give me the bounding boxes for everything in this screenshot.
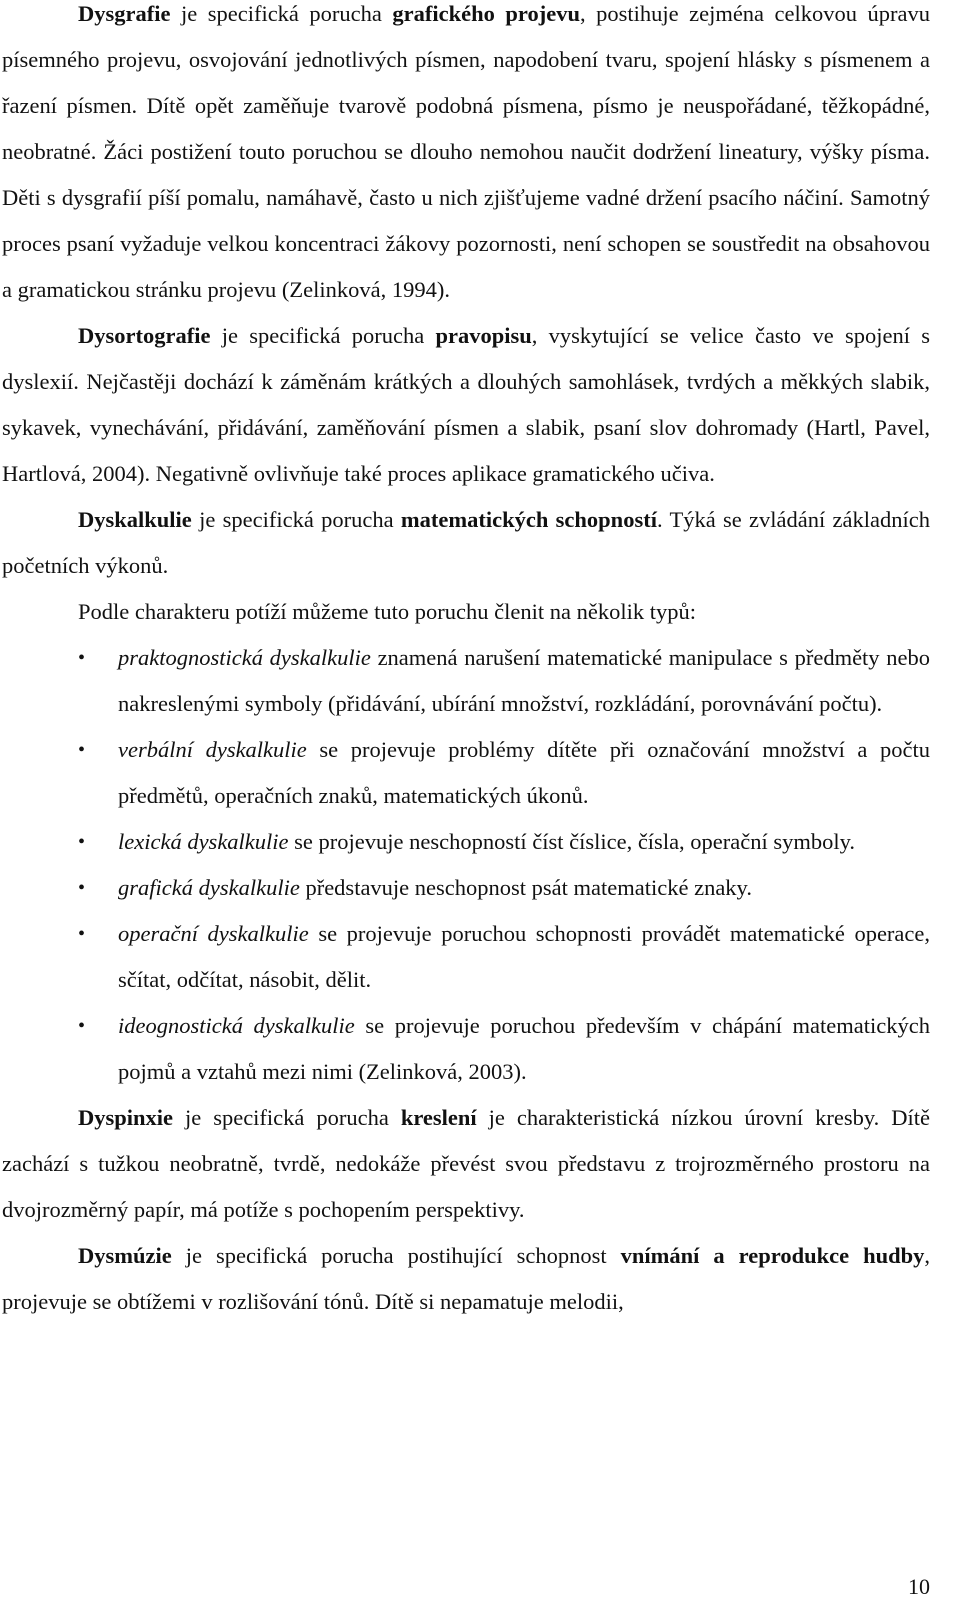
paragraph-dysmuzie: Dysmúzie je specifická porucha postihující schopnost vnímání a reprodukce hudby, projevuje se obtížemi v rozlišování tónů. Dítě si nepamatuje melodii, <box>2 1243 931 1314</box>
paragraph-dysgrafie: Dysgrafie je specifická porucha grafického projevu, postihuje zejména celkovou úpravu písemného projevu, osvojování jednotlivých písmen, napodobení tvaru, spojení hlásky s písmenem a řazení písmen. Dítě opět zaměňuje tvarově podobná písmena, písmo je neuspořádané, těžkopádné, neobratné. Žáci postižení touto poruchou se dlouho nemohou naučit dodržení lineatury, výšky písma. Děti s dysgrafií píší pomalu, namáhavě, často u nich zjišťujeme vadné držení psacího náčiní. Samotný proces psaní vyžaduje velkou koncentraci žákovy pozornosti, není schopen se soustředit na obsahovou a gramatickou stránku projevu (Zelinková, 1994). <box>2 1 930 302</box>
dyskalkulie-types-list <box>2 635 930 1095</box>
paragraph-dysortografie: Dysortografie je specifická porucha pravopisu, vyskytující se velice často ve spojení s dyslexií. Nejčastěji dochází k záměnám krátkých a dlouhých samohlásek, tvrdých a měkkých slabik, sykavek, vynechávání, přidávání, zaměňování písmen a slabik, psaní slov dohromady (Hartl, Pavel, Hartlová, 2004). Negativně ovlivňuje také proces aplikace gramatického učiva. <box>2 323 931 486</box>
term-dyskalkulie: Dyskalkulie <box>78 507 192 532</box>
bullet-icon: • <box>78 831 86 853</box>
page-content <box>2 0 930 1325</box>
paragraph-dyskalkulie: Dyskalkulie je specifická porucha matematických schopností. Týká se zvládání základních početních výkonů. <box>2 507 931 578</box>
bullet-icon: • <box>78 647 86 669</box>
bullet-icon: • <box>78 923 86 945</box>
bullet-icon: • <box>78 877 86 899</box>
term-dysortografie: Dysortografie <box>78 323 211 348</box>
list-item: • operační dyskalkulie se projevuje poruchou schopnosti provádět matematické operace, sčítat, odčítat, násobit, dělit. <box>2 911 930 1003</box>
list-item: • praktognostická dyskalkulie znamená narušení matematické manipulace s předměty nebo nakreslenými symboly (přidávání, ubírání množství, rozkládání, porovnávání počtu). <box>2 635 930 727</box>
bullet-icon: • <box>78 1015 86 1037</box>
term-dysgrafie: Dysgrafie <box>78 1 171 26</box>
bullet-icon: • <box>78 739 86 761</box>
list-item: • lexická dyskalkulie se projevuje neschopností číst číslice, čísla, operační symboly. <box>2 819 930 865</box>
page-number: 10 <box>908 1574 930 1599</box>
term-dyspinxie: Dyspinxie <box>78 1105 174 1130</box>
list-item: • verbální dyskalkulie se projevuje problémy dítěte při označování množství a počtu předmětů, operačních znaků, matematických úkonů. <box>2 727 930 819</box>
paragraph-types-intro: Podle charakteru potíží můžeme tuto poruchu členit na několik typů: <box>78 599 696 624</box>
list-item: • ideognostická dyskalkulie se projevuje poruchou především v chápání matematických pojmů a vztahů mezi nimi (Zelinková, 2003). <box>2 1003 930 1095</box>
list-item: • grafická dyskalkulie představuje neschopnost psát matematické znaky. <box>2 865 930 911</box>
term-dysmuzie: Dysmúzie <box>78 1243 172 1268</box>
paragraph-dyspinxie: Dyspinxie je specifická porucha kreslení je charakteristická nízkou úrovní kresby. Dítě zachází s tužkou neobratně, tvrdě, nedokáže převést svou představu z trojrozměrného prostoru na dvojrozměrný papír, má potíže s pochopením perspektivy. <box>2 1105 930 1222</box>
